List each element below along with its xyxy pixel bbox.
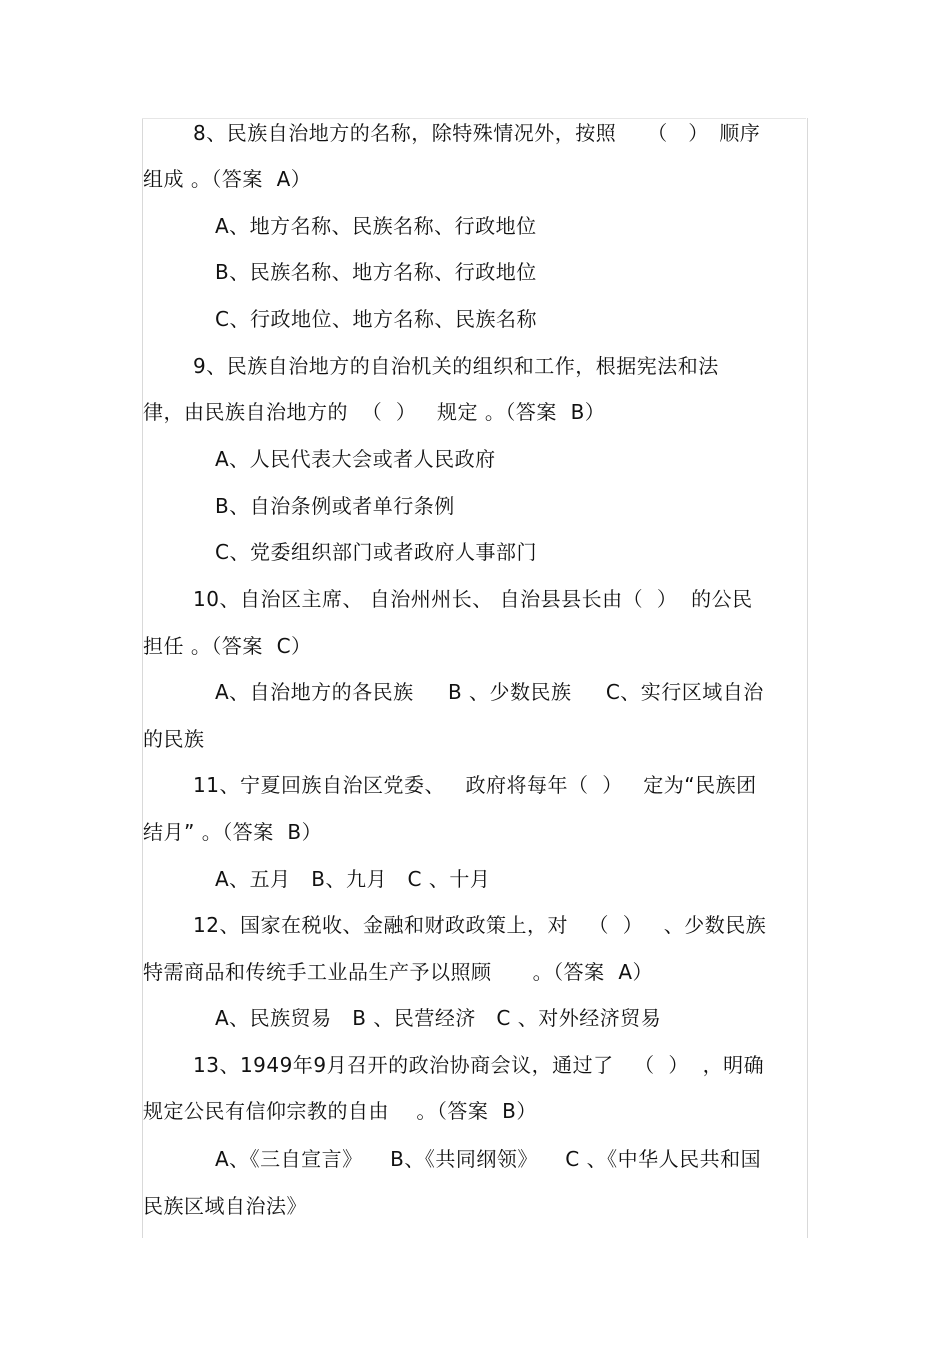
question-8-line-2: 组成 。（答案 A）	[143, 167, 312, 191]
question-9-option-c: C、党委组织部门或者政府人事部门	[215, 540, 537, 564]
question-10-line-1: 10、自治区主席、 自治州州长、 自治县县长由（ ） 的公民	[193, 587, 753, 611]
question-11-options: A、五月 B、九月 C 、十月	[215, 867, 491, 891]
question-12-options: A、民族贸易 B 、民营经济 C 、对外经济贸易	[215, 1006, 662, 1030]
question-9-option-a: A、人民代表大会或者人民政府	[215, 447, 496, 471]
question-13-options: A、《三自宣言》 B、《共同纲领》 C 、《中华人民共和国	[215, 1147, 762, 1171]
question-10-options: A、自治地方的各民族 B 、少数民族 C、实行区域自治	[215, 680, 764, 704]
question-8-option-a: A、地方名称、民族名称、行政地位	[215, 214, 537, 238]
question-8-option-b: B、民族名称、地方名称、行政地位	[215, 260, 537, 284]
question-8-option-c: C、行政地位、地方名称、民族名称	[215, 307, 537, 331]
question-13-options-cont: 民族区域自治法》	[143, 1194, 307, 1218]
question-9-option-b: B、自治条例或者单行条例	[215, 494, 455, 518]
question-10-line-2: 担任 。（答案 C）	[143, 634, 312, 658]
question-12-line-2: 特需商品和传统手工业品生产予以照顾 。（答案 A）	[143, 960, 654, 984]
question-9-line-2: 律，由民族自治地方的 （ ） 规定 。（答案 B）	[143, 400, 606, 424]
question-11-line-1: 11、宁夏回族自治区党委、 政府将每年（ ） 定为“民族团	[193, 773, 757, 797]
question-13-line-1: 13、1949年9月召开的政治协商会议，通过了 （ ） ，明确	[193, 1053, 765, 1077]
question-12-line-1: 12、国家在税收、金融和财政政策上，对 （ ） 、少数民族	[193, 913, 767, 937]
question-10-options-cont: 的民族	[143, 727, 205, 751]
question-8-line-1: 8、民族自治地方的名称，除特殊情况外，按照 （ ） 顺序	[193, 121, 761, 145]
question-11-line-2: 结月” 。（答案 B）	[143, 820, 323, 844]
question-13-line-2: 规定公民有信仰宗教的自由 。（答案 B）	[143, 1099, 537, 1123]
question-9-line-1: 9、民族自治地方的自治机关的组织和工作，根据宪法和法	[193, 354, 719, 378]
